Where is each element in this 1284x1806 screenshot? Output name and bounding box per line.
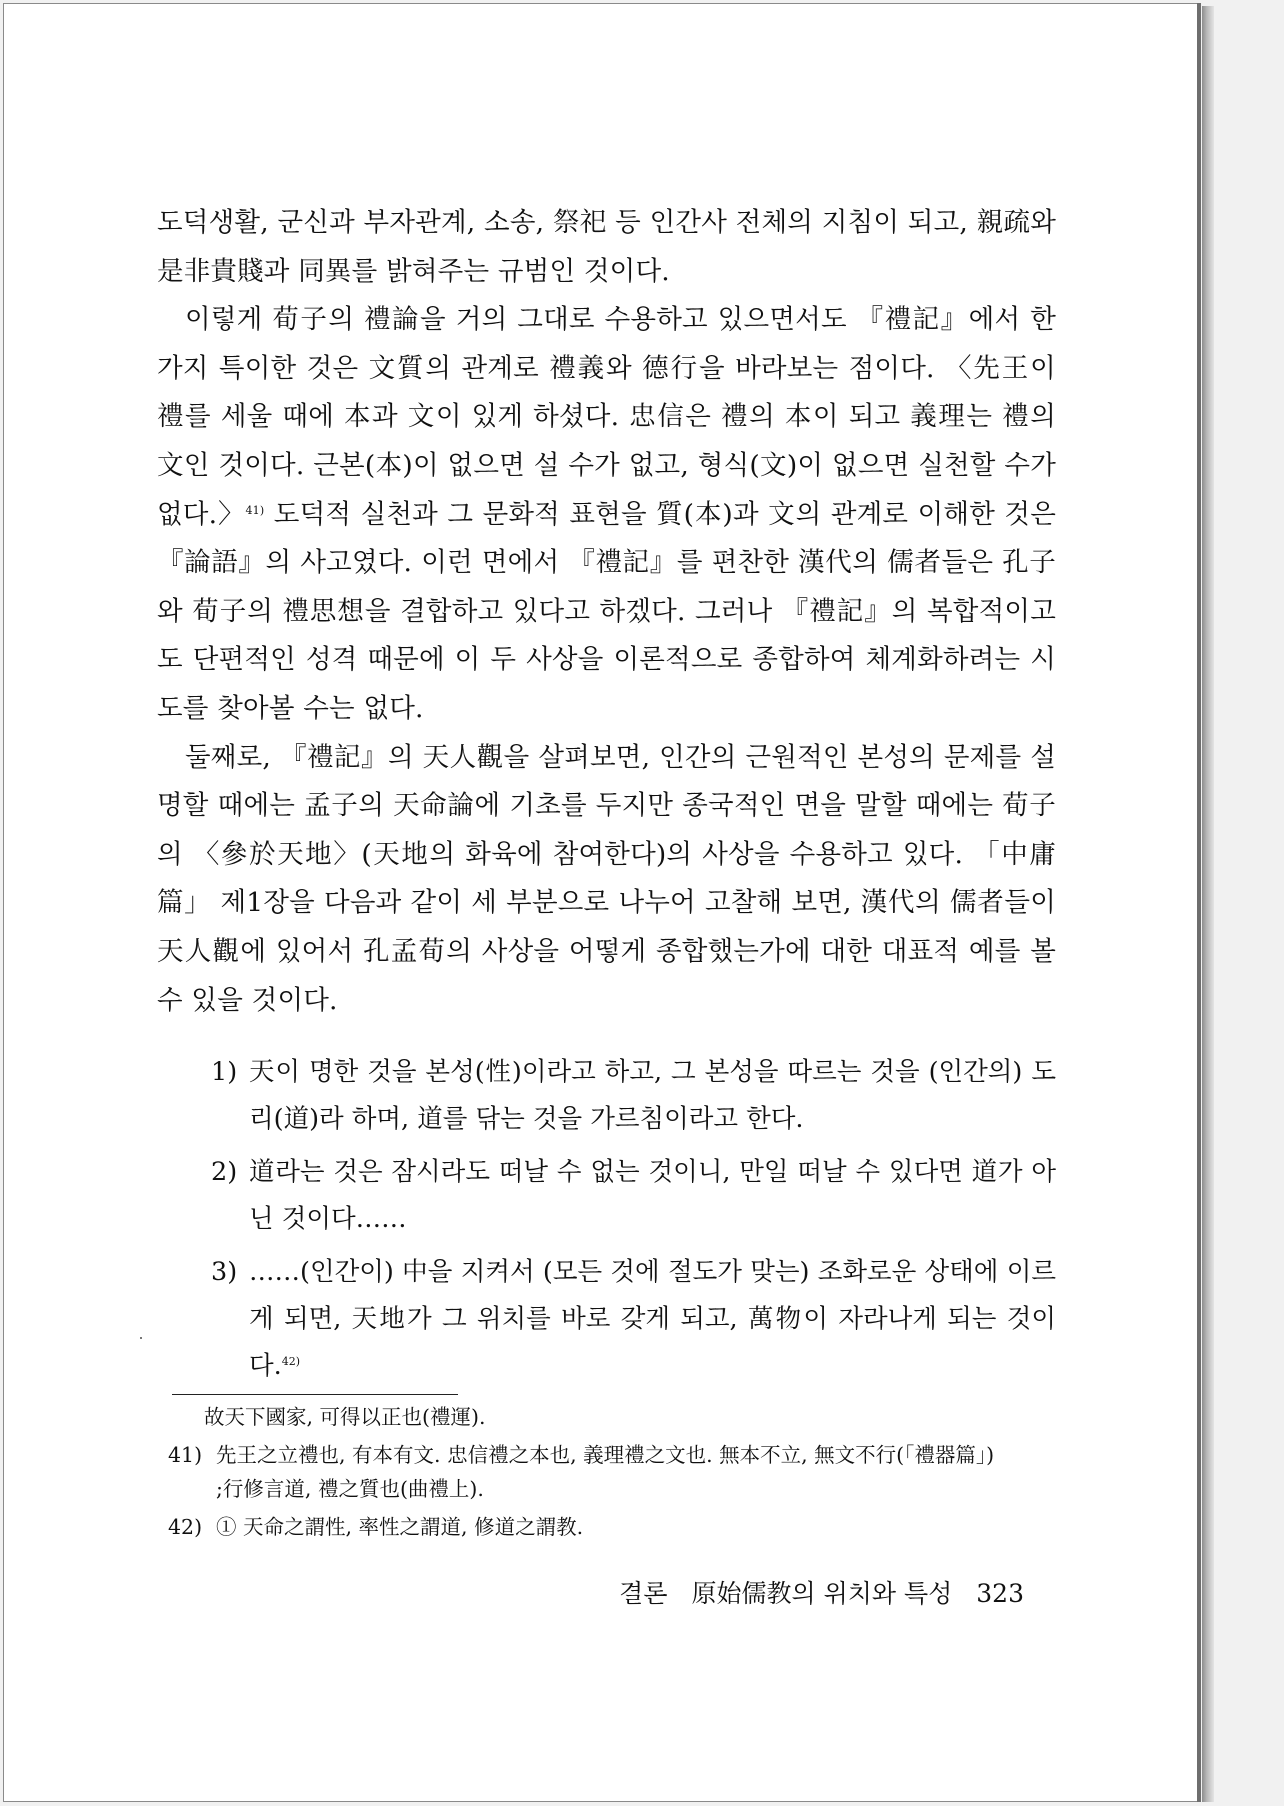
footnote-42-text: ① 天命之謂性, 率性之謂道, 修道之謂教. (216, 1515, 584, 1539)
quote-number: 2) (211, 1157, 238, 1187)
footnote-continuation (168, 1400, 1058, 1434)
quote-item-1 (211, 1049, 1056, 1143)
paragraph-tianren: 둘째로, 『禮記』의 天人觀을 살펴보면, 인간의 근원적인 본성의 문제를 설명할 때에는 孟子의 天命論에 기초를 두지만 종국적인 면을 말할 때에는 荀子의 〈參於天地〉(天地의 화육에 참여한다)의 사상을 수용하고 있다. 「中庸篇」 제1장을 다음과 같이 세 부분으로 나누어 고찰해 보면, 漢代의 儒者들이 天人觀에 있어서 孔孟荀의 사상을 어떻게 종합했는가에 대한 대표적 예를 볼 수 있을 것이다. (157, 741, 1056, 1016)
footnote-41 (168, 1438, 1058, 1506)
footnote-ref-41[interactable]: 41) (245, 503, 265, 517)
footnote-41-line1: 先王之立禮也, 有本有文. 忠信禮之本也, 義理禮之文也. 無本不立, 無文不行(「禮器篇」) (216, 1443, 995, 1467)
footnote-41-line2: ;行修言道, 禮之質也(曲禮上). (216, 1477, 484, 1501)
footnote-42 (168, 1510, 1058, 1544)
paragraph-continuation: 도덕생활, 군신과 부자관계, 소송, 祭祀 등 인간사 전체의 지침이 되고, 親疏와 是非貴賤과 同異를 밝혀주는 규범인 것이다. (157, 207, 1056, 287)
footnote-continuation-text: 故天下國家, 可得以正也(禮運). (204, 1405, 486, 1429)
paragraph-liji-wenzhi-tail: 도덕적 실천과 그 문화적 표현을 質(本)과 文의 관계로 이해한 것은 『論語』의 사고였다. 이런 면에서 『禮記』를 편찬한 漢代의 儒者들은 孔子와 荀子의 禮思想을 결합하고 있다고 하겠다. 그러나 『禮記』의 복합적이고도 단편적인 성격 때문에 이 두 사상을 이론적으로 종합하여 체계화하려는 시도를 찾아볼 수는 없다. (157, 498, 1057, 724)
main-text (157, 199, 1056, 1025)
quote-number: 1) (211, 1057, 238, 1087)
footnote-number: 42) (168, 1515, 203, 1539)
footnotes (168, 1400, 1058, 1548)
quote-item-2 (211, 1149, 1056, 1243)
page-shadow (1202, 6, 1214, 1802)
page-edge (1197, 3, 1201, 1802)
quote-text: 道라는 것은 잠시라도 떠날 수 없는 것이니, 만일 떠날 수 있다면 道가 아닌 것이다…… (249, 1157, 1056, 1234)
scan-speck (140, 1337, 142, 1339)
footer-title: 原始儒教의 위치와 특성 (691, 1579, 953, 1608)
footnote-ref-42[interactable]: 42) (281, 1355, 301, 1368)
quote-text: ……(인간이) 中을 지켜서 (모든 것에 절도가 맞는) 조화로운 상태에 이르게 되면, 天地가 그 위치를 바로 갖게 되고, 萬物이 자라나게 되는 것이다. (249, 1257, 1056, 1381)
footer-section: 결론 (619, 1579, 668, 1608)
running-footer (600, 1578, 1024, 1610)
quote-text: 天이 명한 것을 본성(性)이라고 하고, 그 본성을 따르는 것을 (인간의) 도리(道)라 하며, 道를 닦는 것을 가르침이라고 한다. (249, 1057, 1056, 1134)
quote-number: 3) (211, 1257, 238, 1287)
quote-item-3 (211, 1249, 1056, 1390)
page-number: 323 (976, 1579, 1024, 1608)
footnote-number: 41) (168, 1443, 203, 1467)
paragraph-liji-wenzhi-text: 이렇게 荀子의 禮論을 거의 그대로 수용하고 있으면서도 『禮記』에서 한 가지 특이한 것은 文質의 관계로 禮義와 德行을 바라보는 점이다. 〈先王이 禮를 세울 때에 本과 文이 있게 하셨다. 忠信은 禮의 本이 되고 義理는 禮의 文인 것이다. 근본(本)이 없으면 설 수가 없고, 형식(文)이 없으면 실천할 수가 없다.〉 (157, 304, 1056, 530)
paragraph-liji-wenzhi (157, 296, 1056, 733)
zhongyong-quotes (211, 1049, 1056, 1396)
footnote-separator (172, 1394, 458, 1395)
